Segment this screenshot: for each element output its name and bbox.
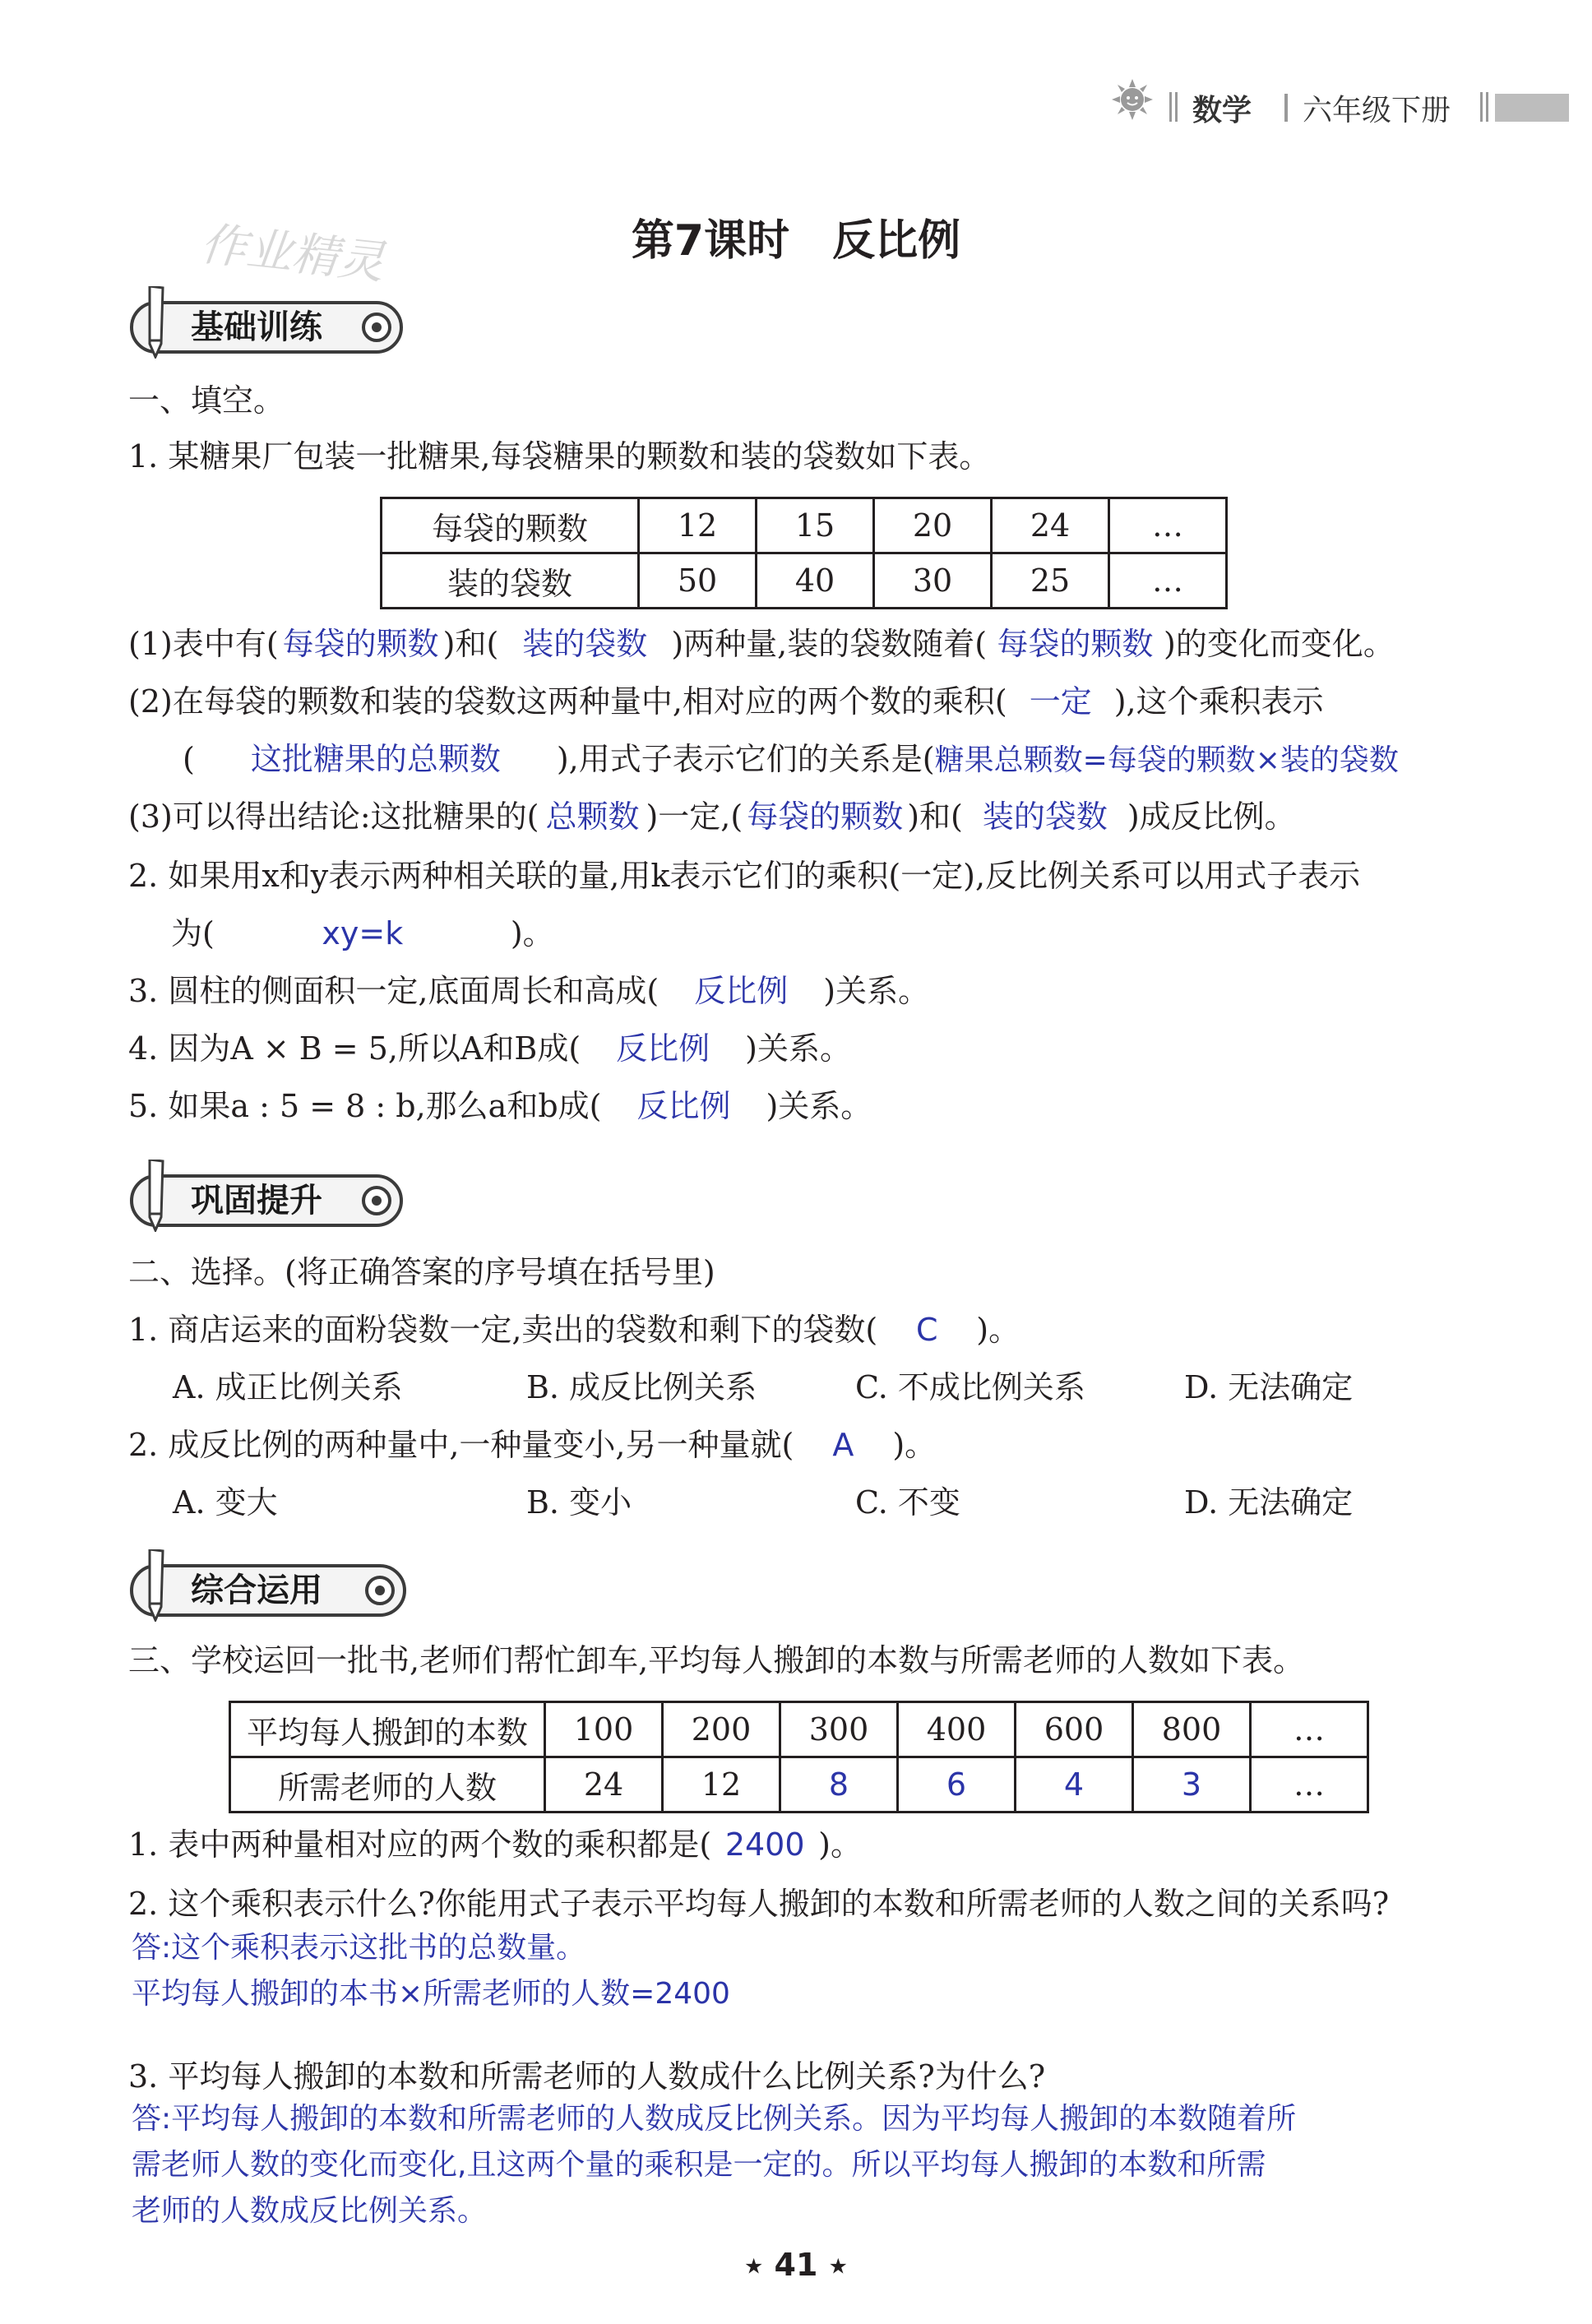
answer: 反比例 bbox=[636, 1088, 731, 1124]
part3-q3: 3. 平均每人搬卸的本数和所需老师的人数成什么比例关系?为什么? bbox=[128, 2058, 1046, 2095]
answer: 总颗数 bbox=[545, 799, 640, 835]
part3-q2: 2. 这个乘积表示什么?你能用式子表示平均每人搬卸的本数和所需老师的人数之间的关系吗? bbox=[128, 1886, 1390, 1922]
section-title-consolidate: 巩固提升 bbox=[191, 1182, 322, 1220]
pencil-icon bbox=[145, 1160, 166, 1232]
text: 为( bbox=[171, 915, 215, 951]
text: )的变化而变化。 bbox=[1164, 626, 1395, 662]
answer: 糖果总颗数=每袋的颗数×装的袋数 bbox=[934, 743, 1399, 777]
answer: 每袋的颗数 bbox=[747, 799, 904, 835]
text: 5. 如果a : 5 = 8 : b,那么a和b成( bbox=[128, 1088, 602, 1124]
text: )。 bbox=[892, 1427, 937, 1463]
table-cell: 平均每人搬卸的本数 bbox=[230, 1702, 545, 1757]
star-icon: ★ bbox=[828, 2254, 848, 2280]
table-cell: 每袋的颗数 bbox=[382, 498, 639, 553]
text: ( bbox=[183, 741, 195, 777]
section-badge-basic bbox=[130, 301, 403, 354]
watermark: 作业精灵 bbox=[197, 217, 387, 290]
text: 1. 商店运来的面粉袋数一定,卖出的袋数和剩下的袋数( bbox=[128, 1312, 878, 1348]
pencil-icon bbox=[145, 1549, 166, 1622]
text: (1)表中有( bbox=[128, 626, 279, 662]
text: )。 bbox=[976, 1312, 1020, 1348]
answer: 这批糖果的总颗数 bbox=[250, 741, 501, 777]
part2-heading: 二、选择。(将正确答案的序号填在括号里) bbox=[128, 1254, 715, 1290]
table-cell: 装的袋数 bbox=[382, 553, 639, 609]
table-row bbox=[382, 553, 1227, 609]
header-divider bbox=[1284, 94, 1288, 122]
part1-heading: 一、填空。 bbox=[128, 382, 285, 419]
option-b: B. 变小 bbox=[526, 1484, 632, 1521]
option-c: C. 不变 bbox=[855, 1484, 960, 1521]
text: ),这个乘积表示 bbox=[1113, 683, 1324, 720]
table-cell: 12 bbox=[663, 1757, 780, 1812]
header-bars bbox=[1169, 92, 1178, 122]
table-cell: 12 bbox=[639, 498, 757, 553]
header-sun-icon bbox=[1112, 79, 1153, 120]
table-cell: 20 bbox=[874, 498, 992, 553]
text: ),用式子表示它们的关系是( bbox=[556, 741, 935, 777]
table-cell: 300 bbox=[780, 1702, 898, 1757]
part1-q2-line1: 2. 如果用x和y表示两种相关联的量,用k表示它们的乘积(一定),反比例关系可以用式子表示 bbox=[128, 858, 1361, 894]
text: )和( bbox=[442, 626, 499, 662]
text: )关系。 bbox=[766, 1088, 872, 1124]
table-cell: … bbox=[1109, 553, 1227, 609]
table-cell-answer: 3 bbox=[1133, 1757, 1251, 1812]
table-row bbox=[230, 1757, 1368, 1812]
table-cell: 400 bbox=[898, 1702, 1016, 1757]
books-table bbox=[229, 1701, 1369, 1813]
part1-q1-sub2a bbox=[128, 681, 1324, 722]
table-cell: 100 bbox=[545, 1702, 663, 1757]
part3-q2-answer-line1: 答:这个乘积表示这批书的总数量。 bbox=[132, 1931, 586, 1965]
header-subject: 数学 bbox=[1192, 94, 1252, 127]
table-cell-answer: 4 bbox=[1016, 1757, 1133, 1812]
option-d: D. 无法确定 bbox=[1184, 1369, 1354, 1405]
part3-q3-answer-line2: 需老师人数的变化而变化,且这两个量的乘积是一定的。所以平均每人搬卸的本数和所需 bbox=[132, 2148, 1266, 2182]
table-cell: 200 bbox=[663, 1702, 780, 1757]
part3-heading: 三、学校运回一批书,老师们帮忙卸车,平均每人搬卸的本数与所需老师的人数如下表。 bbox=[128, 1642, 1305, 1678]
table-cell: … bbox=[1251, 1757, 1368, 1812]
part2-q2 bbox=[128, 1424, 936, 1465]
part3-q3-answer-line3: 老师的人数成反比例关系。 bbox=[132, 2194, 488, 2228]
answer: 反比例 bbox=[616, 1030, 710, 1067]
answer: 2400 bbox=[724, 1826, 805, 1863]
answer: 反比例 bbox=[694, 973, 789, 1009]
text: )和( bbox=[907, 799, 963, 835]
answer: 装的袋数 bbox=[522, 626, 648, 662]
table-cell: 15 bbox=[757, 498, 874, 553]
text: 1. 表中两种量相对应的两个数的乘积都是( bbox=[128, 1826, 712, 1863]
answer: xy=k bbox=[322, 915, 404, 951]
header-gray-band bbox=[1495, 94, 1569, 122]
table-cell: 800 bbox=[1133, 1702, 1251, 1757]
part3-q2-answer-line2: 平均每人搬卸的本书×所需老师的人数=2400 bbox=[132, 1977, 730, 2011]
table-cell: … bbox=[1251, 1702, 1368, 1757]
text: )。 bbox=[818, 1826, 862, 1863]
part1-q1-sub3 bbox=[128, 796, 1296, 837]
text: 4. 因为A × B = 5,所以A和B成( bbox=[128, 1030, 581, 1067]
text: )关系。 bbox=[823, 973, 930, 1009]
part3-q3-answer-line1: 答:平均每人搬卸的本数和所需老师的人数成反比例关系。因为平均每人搬卸的本数随着所 bbox=[132, 2102, 1297, 2136]
answer: A bbox=[832, 1427, 854, 1463]
page-number-value: 41 bbox=[774, 2247, 818, 2283]
table-cell: … bbox=[1109, 498, 1227, 553]
option-b: B. 成反比例关系 bbox=[526, 1369, 757, 1405]
star-icon: ★ bbox=[744, 2254, 764, 2280]
part1-q5 bbox=[128, 1086, 872, 1127]
table-cell: 40 bbox=[757, 553, 874, 609]
pencil-icon bbox=[145, 286, 166, 359]
part1-q1-sub2b bbox=[183, 738, 1399, 781]
table-cell-answer: 8 bbox=[780, 1757, 898, 1812]
table-cell: 所需老师的人数 bbox=[230, 1757, 545, 1812]
section-badge-consolidate bbox=[130, 1174, 403, 1227]
option-a: A. 成正比例关系 bbox=[173, 1369, 403, 1405]
option-d: D. 无法确定 bbox=[1184, 1484, 1354, 1521]
part1-q2-line2 bbox=[171, 913, 554, 954]
header-grade: 六年级下册 bbox=[1303, 94, 1451, 127]
text: )关系。 bbox=[745, 1030, 851, 1067]
table-cell: 30 bbox=[874, 553, 992, 609]
ring-icon bbox=[362, 1186, 391, 1215]
option-a: A. 变大 bbox=[173, 1484, 278, 1521]
option-c: C. 不成比例关系 bbox=[855, 1369, 1085, 1405]
table-cell-answer: 6 bbox=[898, 1757, 1016, 1812]
part3-q1 bbox=[128, 1824, 862, 1865]
text: (2)在每袋的颗数和装的袋数这两种量中,相对应的两个数的乘积( bbox=[128, 683, 1007, 720]
table-row bbox=[382, 498, 1227, 553]
answer: 每袋的颗数 bbox=[282, 626, 439, 662]
section-title-basic: 基础训练 bbox=[191, 308, 322, 346]
header-bars-right bbox=[1480, 92, 1488, 122]
answer: C bbox=[915, 1312, 938, 1348]
table-cell: 24 bbox=[545, 1757, 663, 1812]
part1-q1-stem: 1. 某糖果厂包装一批糖果,每袋糖果的颗数和装的袋数如下表。 bbox=[128, 438, 991, 475]
text: )两种量,装的袋数随着( bbox=[671, 626, 988, 662]
ring-icon bbox=[362, 312, 391, 342]
answer: 每袋的颗数 bbox=[997, 626, 1154, 662]
part2-q1 bbox=[128, 1309, 1020, 1350]
page-number bbox=[0, 2247, 1592, 2283]
part1-q4 bbox=[128, 1028, 851, 1069]
table-cell: 50 bbox=[639, 553, 757, 609]
candy-table bbox=[380, 497, 1228, 609]
answer: 一定 bbox=[1029, 683, 1092, 720]
table-cell: 600 bbox=[1016, 1702, 1133, 1757]
answer: 装的袋数 bbox=[982, 799, 1108, 835]
table-row bbox=[230, 1702, 1368, 1757]
section-badge-comprehensive bbox=[130, 1564, 406, 1617]
text: )一定,( bbox=[646, 799, 743, 835]
table-cell: 24 bbox=[992, 498, 1109, 553]
text: 2. 成反比例的两种量中,一种量变小,另一种量就( bbox=[128, 1427, 794, 1463]
text: )。 bbox=[510, 915, 554, 951]
part1-q1-sub1 bbox=[128, 623, 1395, 664]
text: )成反比例。 bbox=[1127, 799, 1296, 835]
table-cell: 25 bbox=[992, 553, 1109, 609]
part1-q3 bbox=[128, 970, 929, 1012]
section-title-comprehensive: 综合运用 bbox=[191, 1572, 322, 1609]
page-title: 第7课时 反比例 bbox=[631, 216, 961, 266]
text: (3)可以得出结论:这批糖果的( bbox=[128, 799, 539, 835]
ring-icon bbox=[365, 1576, 395, 1605]
text: 3. 圆柱的侧面积一定,底面周长和高成( bbox=[128, 973, 659, 1009]
